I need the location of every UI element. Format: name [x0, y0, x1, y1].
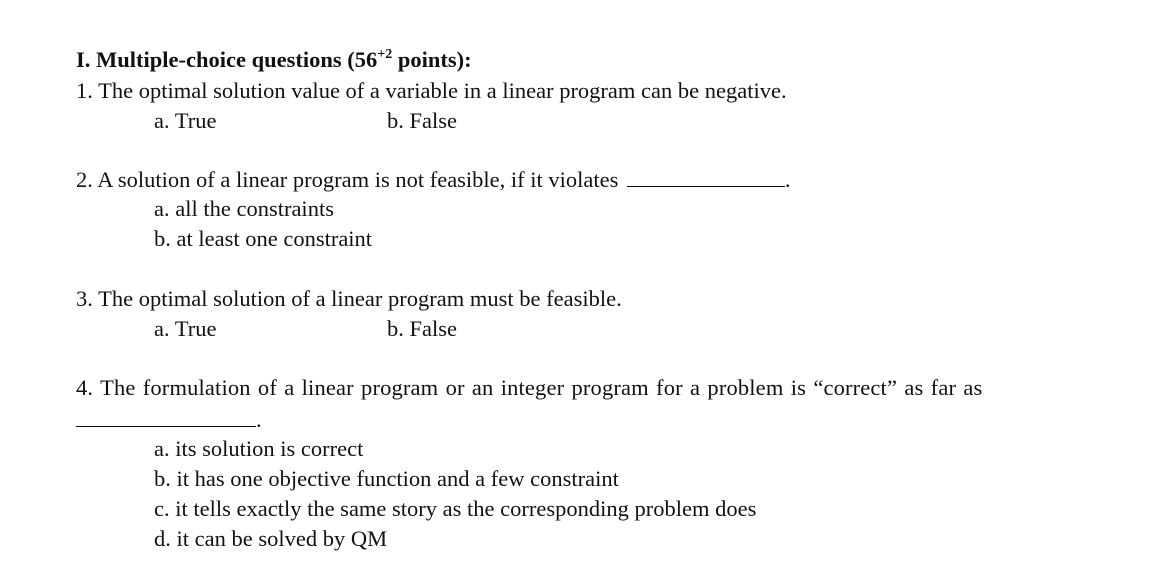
question-1-stem	[76, 76, 787, 106]
question-3-number: 3.	[76, 286, 93, 311]
question-4-trailing-period: .	[256, 407, 262, 432]
question-4-stem	[76, 373, 982, 403]
question-4-option-d[interactable]: d. it can be solved by QM	[154, 526, 388, 551]
question-1-option-a[interactable]: a. True	[154, 108, 217, 133]
question-1-option-b[interactable]: b. False	[387, 108, 457, 133]
question-3-stem	[76, 284, 622, 314]
question-2-option-b[interactable]: b. at least one constraint	[154, 226, 373, 251]
question-2-option-a[interactable]: a. all the constraints	[154, 196, 334, 221]
question-3-option-b[interactable]: b. False	[387, 316, 457, 341]
question-4-option-c[interactable]: c. it tells exactly the same story as the corresponding problem does	[154, 496, 757, 521]
question-4-answer-blank[interactable]	[76, 404, 256, 427]
question-2-number: 2.	[76, 167, 93, 192]
question-1-number: 1.	[76, 78, 93, 103]
question-4-blank-line	[76, 404, 262, 435]
question-2-answer-blank[interactable]	[627, 164, 785, 187]
question-4-option-a[interactable]: a. its solution is correct	[154, 436, 364, 461]
question-4-option-b[interactable]: b. it has one objective function and a few constraint	[154, 466, 619, 491]
section-heading-suffix: points):	[392, 47, 472, 72]
bonus-points-superscript: +2	[377, 47, 393, 62]
question-1-text: The optimal solution value of a variable in a linear program can be negative.	[98, 78, 787, 103]
question-2-text: A solution of a linear program is not feasible, if it violates	[97, 167, 619, 192]
section-heading	[76, 45, 472, 75]
question-4-number: 4.	[76, 375, 94, 400]
question-2-stem	[76, 164, 791, 195]
question-3-option-a[interactable]: a. True	[154, 316, 217, 341]
question-3-text: The optimal solution of a linear program must be feasible.	[98, 286, 622, 311]
question-2-trailing-period: .	[785, 167, 791, 192]
section-heading-prefix: I. Multiple-choice questions (56	[76, 47, 378, 72]
question-4-text: The formulation of a linear program or an integer program for a problem is “correct” as far as	[100, 375, 983, 400]
